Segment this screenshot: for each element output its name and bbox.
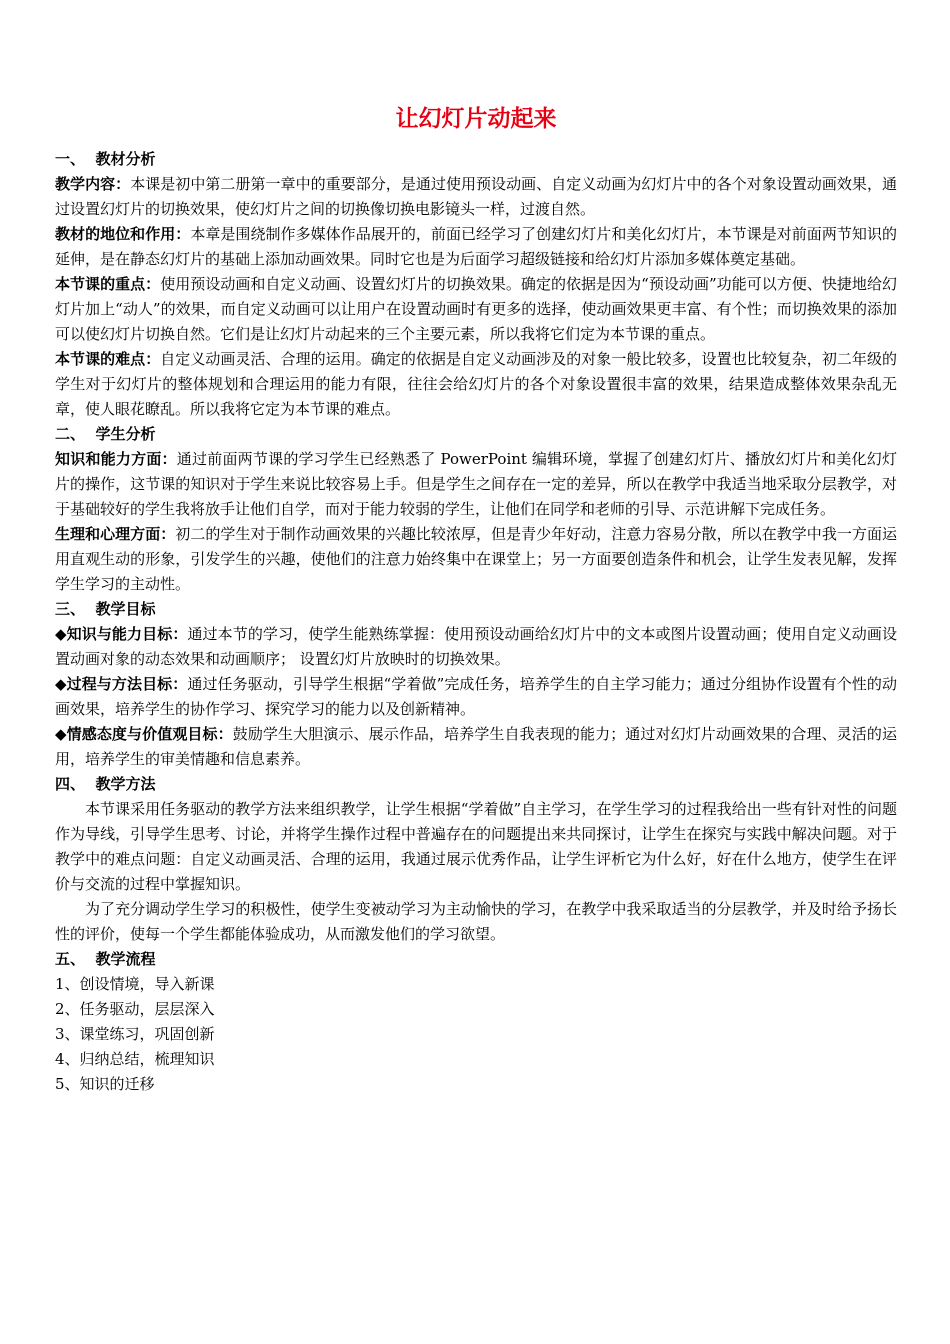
paragraph-physio-psych bbox=[55, 522, 897, 597]
paragraph-lead: 知识和能力方面： bbox=[55, 450, 177, 468]
paragraph-text: 初二的学生对于制作动画效果的兴趣比较浓厚，但是青少年好动，注意力容易分散，所以在教学中我一方面运用直观生动的形象，引发学生的兴趣，使他们的注意力始终集中在课堂上；另一方面要创造条件和机会，让学生发表见解，发挥学生学习的主动性。 bbox=[55, 525, 897, 593]
paragraph-text: 本课是初中第二册第一章中的重要部分，是通过使用预设动画、自定义动画为幻灯片中的各个对象设置动画效果，通过设置幻灯片的切换效果，使幻灯片之间的切换像切换电影镜头一样，过渡自然。 bbox=[55, 175, 897, 218]
paragraph-lead: 本节课的重点： bbox=[55, 275, 161, 293]
document-page bbox=[55, 100, 897, 1097]
document-title: 让幻灯片动起来 bbox=[395, 106, 557, 132]
paragraph-objective-process bbox=[55, 672, 897, 722]
section-heading-methods: 四、 教学方法 bbox=[55, 775, 156, 793]
paragraph-lead: 生理和心理方面： bbox=[55, 525, 176, 543]
paragraph-text: 鼓励学生大胆演示、展示作品，培养学生自我表现的能力；通过对幻灯片动画效果的合理、灵活的运用，培养学生的审美情趣和信息素养。 bbox=[55, 725, 897, 768]
paragraph-difficulties bbox=[55, 347, 897, 422]
section-heading-students: 二、 学生分析 bbox=[55, 425, 156, 443]
list-item: 3、课堂练习，巩固创新 bbox=[55, 1025, 215, 1043]
section-heading-objectives: 三、 教学目标 bbox=[55, 600, 156, 618]
section-heading-materials: 一、 教材分析 bbox=[55, 150, 156, 168]
list-item: 1、创设情境，导入新课 bbox=[55, 975, 215, 993]
paragraph-text: 通过任务驱动，引导学生根据“学着做”完成任务，培养学生的自主学习能力；通过分组协作设置有个性的动画效果，培养学生的协作学习、探究学习的能力以及创新精神。 bbox=[55, 675, 897, 718]
paragraph-lead: 教材的地位和作用： bbox=[55, 225, 191, 243]
paragraph-text: 通过前面两节课的学习学生已经熟悉了 PowerPoint 编辑环境，掌握了创建幻灯片、播放幻灯片和美化幻灯片的操作，这节课的知识对于学生来说比较容易上手。但是学生之间存在一定的差异，所以在教学中我适当地采取分层教学，对于基础较好的学生我将放手让他们自学，而对于能力较弱的学生，让他们在同学和老师的引导、示范讲解下完成任务。 bbox=[55, 450, 897, 518]
paragraph-lead: 教学内容： bbox=[55, 175, 131, 193]
list-item: 2、任务驱动，层层深入 bbox=[55, 1000, 215, 1018]
section-heading-process: 五、 教学流程 bbox=[55, 950, 156, 968]
paragraph-lead: 本节课的难点： bbox=[55, 350, 161, 368]
paragraph-material-role bbox=[55, 222, 897, 272]
paragraph-methods-2: 为了充分调动学生学习的积极性，使学生变被动学习为主动愉快的学习，在教学中我采取适当的分层教学，并及时给予扬长性的评价，使每一个学生都能体验成功，从而激发他们的学习欲望。 bbox=[55, 900, 897, 943]
paragraph-text: 通过本节的学习，使学生能熟练掌握：使用预设动画给幻灯片中的文本或图片设置动画；使用自定义动画设置动画对象的动态效果和动画顺序； 设置幻灯片放映时的切换效果。 bbox=[55, 625, 897, 668]
paragraph-knowledge-ability bbox=[55, 447, 897, 522]
paragraph-text: 自定义动画灵活、合理的运用。确定的依据是自定义动画涉及的对象一般比较多，设置也比较复杂，初二年级的学生对于幻灯片的整体规划和合理运用的能力有限，往往会给幻灯片的各个对象设置很丰富的效果，结果造成整体效果杂乱无章，使人眼花瞭乱。所以我将它定为本节课的难点。 bbox=[55, 350, 897, 418]
paragraph-teaching-content bbox=[55, 172, 897, 222]
paragraph-key-points bbox=[55, 272, 897, 347]
paragraph-text: 本章是围绕制作多媒体作品展开的，前面已经学习了创建幻灯片和美化幻灯片，本节课是对前面两节知识的延伸，是在静态幻灯片的基础上添加动画效果。同时它也是为后面学习超级链接和给幻灯片添加多媒体奠定基础。 bbox=[55, 225, 897, 268]
list-item: 5、知识的迁移 bbox=[55, 1075, 155, 1093]
paragraph-lead: ◆情感态度与价值观目标： bbox=[55, 725, 233, 743]
paragraph-methods-1: 本节课采用任务驱动的教学方法来组织教学，让学生根据“学着做”自主学习，在学生学习的过程我给出一些有针对性的问题作为导线，引导学生思考、讨论，并将学生操作过程中普遍存在的问题提出来共同探讨，让学生在探究与实践中解决问题。对于教学中的难点问题：自定义动画灵活、合理的运用，我通过展示优秀作品，让学生评析它为什么好，好在什么地方，使学生在评价与交流的过程中掌握知识。 bbox=[55, 800, 897, 893]
paragraph-objective-attitude bbox=[55, 722, 897, 772]
paragraph-text: 使用预设动画和自定义动画、设置幻灯片的切换效果。确定的依据是因为“预设动画”功能可以方便、快捷地给幻灯片加上“动人”的效果，而自定义动画可以让用户在设置动画时有更多的选择，使动画效果更丰富、有个性；而切换效果的添加可以使幻灯片切换自然。它们是让幻灯片动起来的三个主要元素，所以我将它们定为本节课的重点。 bbox=[55, 275, 897, 343]
list-item: 4、归纳总结，梳理知识 bbox=[55, 1050, 215, 1068]
paragraph-lead: ◆知识与能力目标： bbox=[55, 625, 188, 643]
paragraph-objective-knowledge bbox=[55, 622, 897, 672]
paragraph-lead: ◆过程与方法目标： bbox=[55, 675, 188, 693]
